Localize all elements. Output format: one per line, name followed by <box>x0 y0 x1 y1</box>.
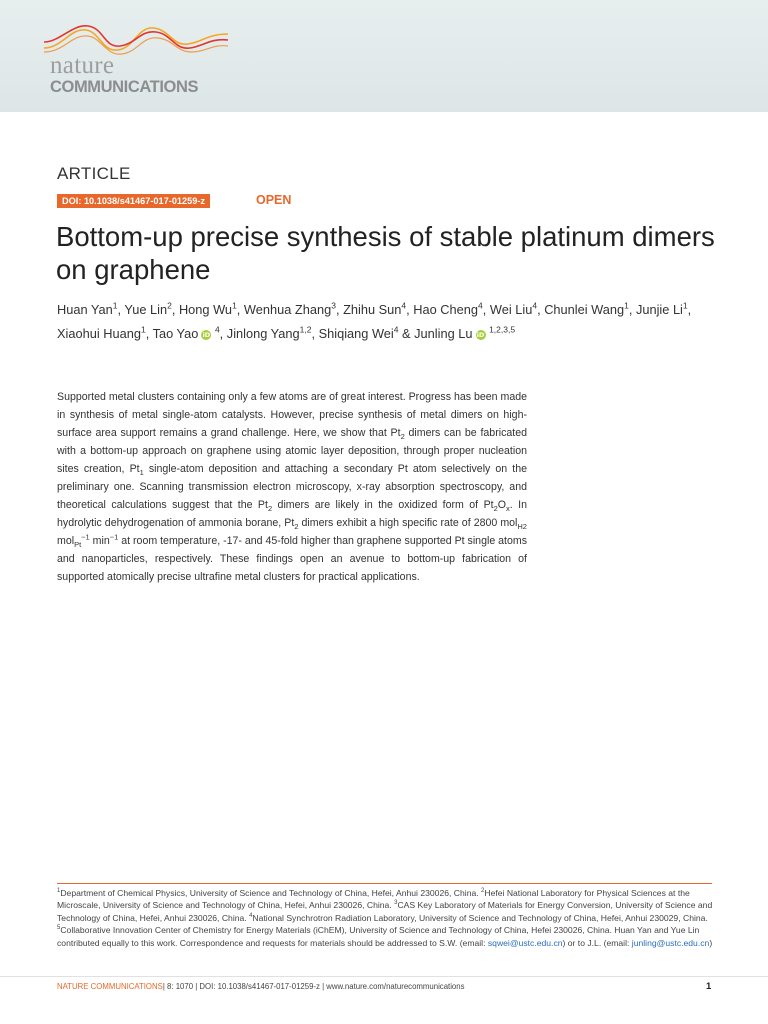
footer-journal-name: NATURE COMMUNICATIONS <box>57 982 163 991</box>
doi-badge[interactable]: DOI: 10.1038/s41467-017-01259-z <box>57 194 210 208</box>
author-affiliation: 1 <box>682 300 688 311</box>
author-affiliation: 3 <box>331 300 336 311</box>
author-affiliation: 2 <box>167 300 172 311</box>
footer-volume: | 8: 1070 <box>162 982 196 991</box>
logo-nature-text: nature <box>50 52 115 79</box>
author-affiliation: 4 <box>393 324 399 335</box>
author-affiliation: 1 <box>232 300 237 311</box>
author-name[interactable]: Shiqiang Wei <box>318 326 394 341</box>
author-list: Huan Yan$^1$, Yue Lin$^2$, Hong Wu$^1$, Wenhua Zhang$^3$, Zhihu Sun$^4$, Hao Cheng$^4$, Wei Liu$^4$, Chunlei Wang$^1$, Junjie Li$^1$, Xiaohui Huang$^1$, Tao Yao iD $^4$, Jinlong Yang$^{1,2}$, Shiqiang Wei$^4$ & Junling Lu iD $^{1,2,3,5}$ <box>57 300 692 341</box>
author-affiliation: 1 <box>112 300 118 311</box>
author-name[interactable]: Huan Yan <box>57 302 113 317</box>
abstract: Supported metal clusters containing only a few atoms are of great interest. Progress has been made in synthesis of metal single-atom catalysts. However, precise synthesis of metal dimers on high-surface area support remains a grand challenge. Here, we show that $Pt_2$ dimers can be fabricated with a bottom-up approach on graphene using atomic layer deposition, through proper nucleation sites creation, $Pt_1$ single-atom deposition and attaching a secondary Pt atom selectively on the preliminary one. Scanning transmission electron microscopy, x-ray absorption spectroscopy, and theoretical calculations suggest that the $Pt_2$ dimers are likely in the oxidized form of $Pt_2O_x$. In hydrolytic dehydrogenation of ammonia borane, $Pt_2$ dimers exhibit a high specific rate of 2800 mol$_{H2}$ mol$_{Pt}^{-1}$ $\min^{-1}$ at room temperature, -17- and 45-fold higher than graphene supported Pt single atoms and nanoparticles, respectively. These findings open an avenue to bottom-up fabrication of supported atomically precise ultrafine metal clusters for practical applications. <box>57 391 528 583</box>
author-name[interactable]: Junling Lu <box>414 326 473 341</box>
author-name[interactable]: Hao Cheng <box>413 302 479 317</box>
author-affiliation: 1,2 <box>299 324 312 335</box>
open-access-label: OPEN <box>256 193 292 207</box>
journal-header <box>0 0 768 112</box>
author-affiliation: 1,2,3,5 <box>489 324 516 335</box>
orcid-icon[interactable]: iD <box>476 330 485 339</box>
footer-divider <box>0 976 768 977</box>
author-name[interactable]: Zhihu Sun <box>343 302 402 317</box>
author-name[interactable]: Jinlong Yang <box>226 326 300 341</box>
author-name[interactable]: Tao Yao <box>152 326 199 341</box>
author-affiliation: 1 <box>624 300 629 311</box>
page-number: 1 <box>706 981 712 992</box>
author-name[interactable]: Hong Wu <box>178 302 233 317</box>
article-type-label: ARTICLE <box>57 164 131 183</box>
author-name[interactable]: Junjie Li <box>635 302 683 317</box>
author-name[interactable]: Xiaohui Huang <box>57 326 141 341</box>
author-name[interactable]: Wenhua Zhang <box>243 302 332 317</box>
author-affiliation: 4 <box>532 300 538 311</box>
article-title: Bottom-up precise synthesis of stable platinum dimers on graphene <box>56 221 715 285</box>
author-name[interactable]: Wei Liu <box>489 302 533 317</box>
orcid-icon[interactable]: iD <box>202 330 211 339</box>
email-link-sw[interactable]: sqwei@ustc.edu.cn <box>487 937 563 948</box>
journal-logo[interactable] <box>42 22 232 102</box>
author-affiliation: 4 <box>478 300 483 311</box>
footnote-divider <box>57 883 712 884</box>
email-link-jl[interactable]: junling@ustc.edu.cn <box>631 937 710 948</box>
affiliations-footnote: $^1$Department of Chemical Physics, University of Science and Technology of China, Hefei, Anhui 230026, China. $^2$Hefei National Laboratory for Physical Sciences at the Microscale, University of Science and Technology of China, Hefei, Anhui 230026, China. $^3$CAS Key Laboratory of Materials for Energy Conversion, University of Science and Technology of China, Hefei, Anhui 230026, China. $^4$National Synchrotron Radiation Laboratory, University of Science and Technology of China, Hefei, Anhui 230029, China. $^5$Collaborative Innovation Center of Chemistry for Energy Materials (iChEM), University of Science and Technology of China, Hefei 230026, China. Huan Yan and Yue Lin contributed equally to this work. Correspondence and requests for materials should be addressed to S.W. (email: sqwei@ustc.edu.cn) or to J.L. (email: junling@ustc.edu.cn) <box>57 888 713 948</box>
author-name[interactable]: Yue Lin <box>124 302 168 317</box>
footer-doi[interactable]: | DOI: 10.1038/s41467-017-01259-z | www.nature.com/naturecommunications <box>195 982 465 991</box>
author-conjunction: & <box>402 326 411 341</box>
author-affiliation: 1 <box>140 324 146 335</box>
author-name[interactable]: Chunlei Wang <box>544 302 625 317</box>
author-affiliation: 4 <box>214 324 220 335</box>
logo-communications-text: COMMUNICATIONS <box>50 78 199 96</box>
author-affiliation: 4 <box>401 300 407 311</box>
page-footer <box>57 982 465 991</box>
